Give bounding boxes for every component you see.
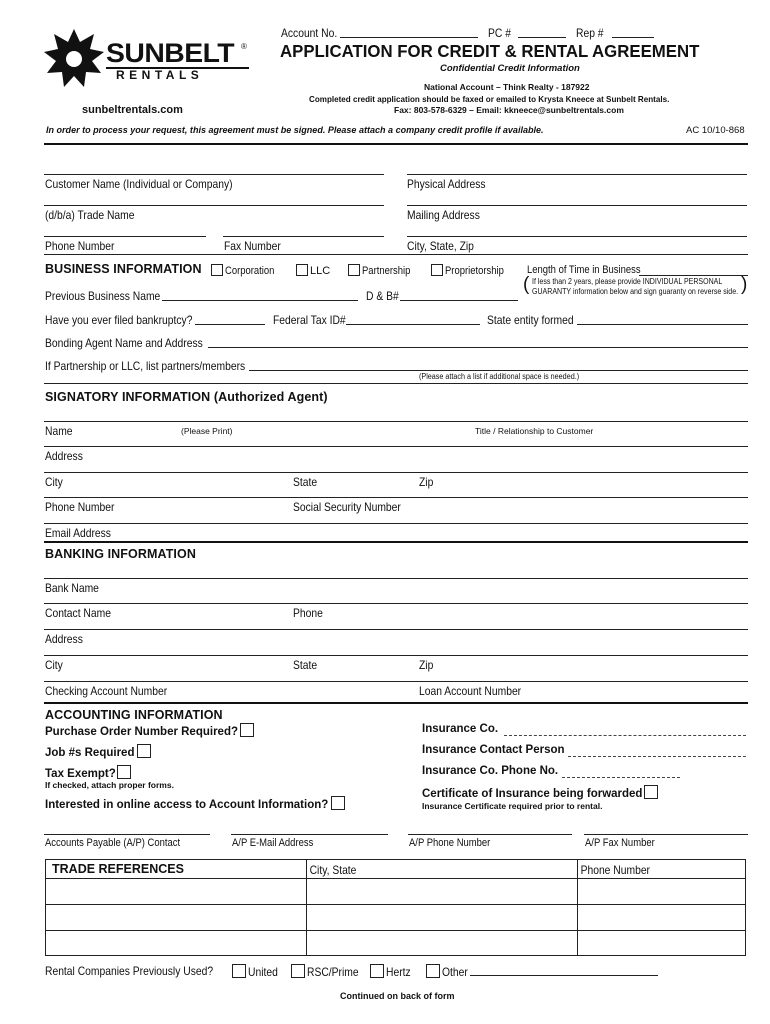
insurance-contact-field[interactable] [568, 756, 746, 757]
physical-address-field[interactable] [407, 174, 747, 175]
trade-ref-1-name[interactable] [46, 879, 307, 905]
sunbelt-logo [44, 28, 254, 94]
job-required-question[interactable] [45, 744, 153, 759]
banking-heading: BANKING INFORMATION [45, 547, 196, 561]
job-required-checkbox[interactable] [137, 744, 151, 758]
partners-field[interactable] [249, 370, 748, 371]
form-code: AC 10/10-868 [686, 125, 745, 136]
corporation-checkbox[interactable] [211, 264, 223, 276]
trade-ref-2-city[interactable] [307, 905, 578, 931]
insurance-phone-label: Insurance Co. Phone No. [422, 765, 559, 777]
trade-city-label: City, State [309, 863, 357, 877]
state-entity-label: State entity formed [487, 313, 574, 327]
rsc-prime-option[interactable] [291, 964, 367, 979]
please-print-note: (Please Print) [181, 426, 233, 436]
llc-checkbox[interactable] [296, 264, 308, 276]
loan-account-label: Loan Account Number [419, 684, 522, 698]
account-no-label: Account No. [281, 26, 338, 40]
trade-header-phone [578, 860, 746, 879]
sign-notice: In order to process your request, this agreement must be signed. Please attach a company credit profile if available. [46, 125, 544, 136]
sun-gear-icon [44, 28, 104, 90]
signatory-city-field[interactable] [44, 497, 748, 498]
signatory-email-label: Email Address [45, 526, 111, 540]
certificate-question[interactable] [422, 785, 660, 800]
tax-exempt-checkbox[interactable] [117, 765, 131, 779]
ap-contact-field[interactable] [44, 834, 210, 835]
dba-field[interactable] [44, 205, 384, 206]
job-required-label: Job #s Required [45, 747, 135, 759]
hertz-label: Hertz [386, 965, 411, 979]
trade-ref-3-name[interactable] [46, 931, 307, 956]
corporation-option[interactable] [211, 264, 282, 277]
completed-instructions: Completed credit application should be faxed or emailed to Krysta Kneece at Sunbelt Rentals. [309, 94, 670, 104]
rental-companies-label: Rental Companies Previously Used? [45, 964, 214, 978]
trade-ref-1-phone[interactable] [578, 879, 746, 905]
city-state-zip-field[interactable] [407, 236, 747, 237]
signatory-address-label: Address [45, 449, 83, 463]
logo-rule [106, 67, 249, 69]
bank-zip-label: Zip [419, 658, 434, 672]
signatory-city-label: City [45, 475, 63, 489]
bank-address-label: Address [45, 632, 83, 646]
bankruptcy-label: Have you ever filed bankruptcy? [45, 313, 193, 327]
website: sunbeltrentals.com [82, 104, 183, 116]
section-rule [44, 702, 748, 704]
tax-id-field[interactable] [346, 324, 480, 325]
ap-contact-label: Accounts Payable (A/P) Contact [45, 837, 181, 849]
po-required-question[interactable] [45, 723, 256, 738]
divider [44, 254, 748, 255]
trade-phone-label: Phone Number [580, 863, 650, 877]
mailing-address-field[interactable] [407, 205, 747, 206]
trade-header-city [307, 860, 578, 879]
online-access-label: Interested in online access to Account Information? [45, 799, 329, 811]
form-subtitle: Confidential Credit Information [440, 63, 580, 74]
trade-header-name [46, 860, 307, 879]
physical-address-label: Physical Address [407, 177, 486, 191]
phone-label: Phone Number [45, 239, 115, 253]
insurance-phone-field[interactable] [562, 777, 680, 778]
corporation-label: Corporation [225, 265, 275, 277]
divider [44, 383, 748, 384]
checking-account-label: Checking Account Number [45, 684, 168, 698]
pc-field[interactable] [518, 37, 566, 38]
length-paren-left: ( [523, 274, 530, 295]
rep-field[interactable] [612, 37, 654, 38]
tax-exempt-question[interactable] [45, 765, 133, 780]
ap-email-field[interactable] [231, 834, 388, 835]
bank-contact-field[interactable] [44, 629, 748, 630]
tax-exempt-label: Tax Exempt? [45, 768, 116, 780]
previous-business-label: Previous Business Name [45, 289, 161, 303]
form-title: APPLICATION FOR CREDIT & RENTAL AGREEMENT [280, 41, 700, 61]
partnership-label: Partnership [362, 265, 411, 277]
bank-name-label: Bank Name [45, 581, 99, 595]
trade-ref-2-phone[interactable] [578, 905, 746, 931]
llc-option[interactable] [296, 264, 330, 277]
length-note-1: If less than 2 years, please provide INDIVIDUAL PERSONAL [532, 277, 723, 286]
other-label: Other [442, 965, 468, 979]
pc-label: PC # [488, 26, 511, 40]
online-access-question[interactable] [45, 796, 347, 811]
united-label: United [248, 965, 278, 979]
signatory-heading: SIGNATORY INFORMATION (Authorized Agent) [45, 390, 328, 404]
bank-city-label: City [45, 658, 63, 672]
trade-ref-1-city[interactable] [307, 879, 578, 905]
partnership-option[interactable] [348, 264, 418, 277]
ap-fax-field[interactable] [584, 834, 748, 835]
state-entity-field[interactable] [577, 324, 748, 325]
partners-label: If Partnership or LLC, list partners/members [45, 359, 246, 373]
accounting-heading: ACCOUNTING INFORMATION [45, 708, 223, 722]
national-account: National Account – Think Realty - 187922 [424, 82, 590, 92]
united-checkbox[interactable] [232, 964, 246, 978]
signatory-name-field[interactable] [44, 446, 748, 447]
business-heading: BUSINESS INFORMATION [45, 262, 202, 276]
dba-label: (d/b/a) Trade Name [45, 208, 135, 222]
ap-phone-field[interactable] [408, 834, 572, 835]
proprietorship-label: Proprietorship [445, 265, 504, 277]
bank-contact-label: Contact Name [45, 606, 111, 620]
rep-label: Rep # [576, 26, 604, 40]
db-label: D & B# [366, 289, 399, 303]
table-row [46, 905, 746, 931]
bank-city-field[interactable] [44, 681, 748, 682]
fax-field[interactable] [223, 236, 384, 237]
logo-subtext: RENTALS [116, 68, 204, 82]
rsc-prime-checkbox[interactable] [291, 964, 305, 978]
signatory-phone-field[interactable] [44, 523, 748, 524]
city-state-zip-label: City, State, Zip [407, 239, 474, 253]
fax-label: Fax Number [224, 239, 281, 253]
bonding-agent-label: Bonding Agent Name and Address [45, 336, 203, 350]
customer-name-label: Customer Name (Individual or Company) [45, 177, 233, 191]
ap-email-label: A/P E-Mail Address [232, 837, 314, 849]
partnership-checkbox[interactable] [348, 264, 360, 276]
other-option[interactable] [426, 964, 472, 979]
header-rule [44, 143, 748, 145]
table-row [46, 879, 746, 905]
divider [44, 578, 748, 579]
proprietorship-option[interactable] [431, 264, 513, 277]
trade-ref-3-phone[interactable] [578, 931, 746, 956]
other-rental-field[interactable] [470, 975, 658, 976]
ap-fax-label: A/P Fax Number [585, 837, 655, 849]
bank-phone-label: Phone [293, 606, 323, 620]
signatory-title-label: Title / Relationship to Customer [475, 426, 594, 436]
table-row [46, 931, 746, 956]
hertz-checkbox[interactable] [370, 964, 384, 978]
rsc-prime-label: RSC/Prime [307, 965, 359, 979]
other-checkbox[interactable] [426, 964, 440, 978]
logo-text: SUNBELT [106, 38, 235, 68]
mailing-address-label: Mailing Address [407, 208, 480, 222]
insurance-co-field[interactable] [504, 735, 746, 736]
trade-ref-3-city[interactable] [307, 931, 578, 956]
account-no-field[interactable] [340, 37, 478, 38]
bank-address-field[interactable] [44, 655, 748, 656]
length-paren-right: ) [741, 274, 748, 295]
llc-label: LLC [310, 265, 331, 277]
signatory-name-label: Name [45, 424, 73, 438]
hertz-option[interactable] [370, 964, 415, 979]
trade-references-table [45, 859, 746, 956]
ap-phone-label: A/P Phone Number [409, 837, 491, 849]
divider [44, 421, 748, 422]
trade-ref-2-name[interactable] [46, 905, 307, 931]
tax-exempt-note: If checked, attach proper forms. [45, 780, 174, 790]
length-in-business-label: Length of Time in Business [527, 264, 641, 276]
continued-note: Continued on back of form [340, 991, 455, 1001]
section-rule [44, 541, 748, 543]
signatory-zip-label: Zip [419, 475, 434, 489]
bank-state-label: State [293, 658, 318, 672]
certificate-label: Certificate of Insurance being forwarded [422, 788, 643, 800]
signatory-ssn-label: Social Security Number [293, 500, 401, 514]
db-field[interactable] [400, 300, 518, 301]
tax-id-label: Federal Tax ID# [273, 313, 346, 327]
po-required-checkbox[interactable] [240, 723, 254, 737]
attach-note: (Please attach a list if additional space is needed.) [419, 372, 580, 381]
po-required-label: Purchase Order Number Required? [45, 726, 238, 738]
fax-email: Fax: 803-578-6329 – Email: kkneece@sunbeltrentals.com [394, 105, 624, 115]
trade-references-heading: TRADE REFERENCES [52, 862, 184, 876]
logo-registered-icon: ® [241, 42, 247, 51]
insurance-co-label: Insurance Co. [422, 723, 499, 735]
certificate-note: Insurance Certificate required prior to rental. [422, 801, 603, 811]
customer-name-field[interactable] [44, 174, 384, 175]
length-note-2: GUARANTY information below and sign guaranty on reverse side. [532, 287, 739, 296]
certificate-checkbox[interactable] [644, 785, 658, 799]
phone-field[interactable] [44, 236, 206, 237]
bonding-agent-field[interactable] [208, 347, 748, 348]
proprietorship-checkbox[interactable] [431, 264, 443, 276]
united-option[interactable] [232, 964, 283, 979]
online-access-checkbox[interactable] [331, 796, 345, 810]
bank-name-field[interactable] [44, 603, 748, 604]
insurance-contact-label: Insurance Contact Person [422, 744, 565, 756]
signatory-address-field[interactable] [44, 472, 748, 473]
signatory-state-label: State [293, 475, 318, 489]
signatory-phone-label: Phone Number [45, 500, 115, 514]
length-in-business-field[interactable] [639, 275, 748, 276]
previous-business-field[interactable] [162, 300, 358, 301]
bankruptcy-field[interactable] [195, 324, 265, 325]
